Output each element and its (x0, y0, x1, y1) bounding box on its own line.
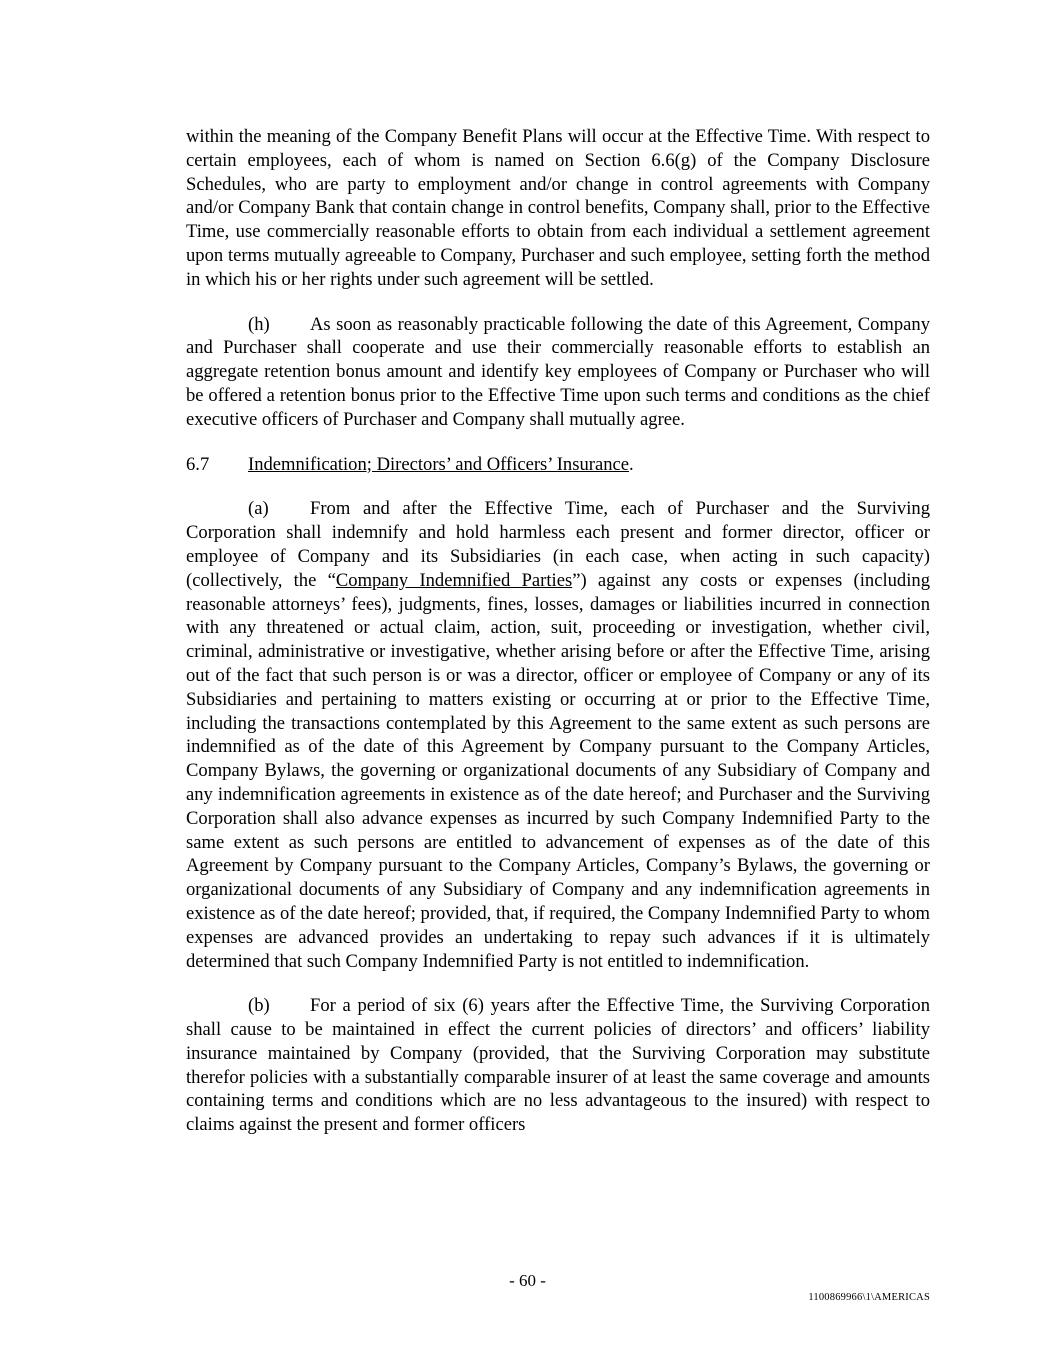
paragraph-continuation: within the meaning of the Company Benefit Plans will occur at the Effective Time. With respect to certain employees, each of whom is named on Section 6.6(g) of the Company Disclosure Schedules, who are party to employment and/or change in control agreements with Company and/or Company Bank that contain change in control benefits, Company shall, prior to the Effective Time, use commercially reasonable efforts to obtain from each individual a settlement agreement upon terms mutually agreeable to Company, Purchaser and such employee, setting forth the method in which his or her rights under such agreement will be settled. (186, 126, 930, 290)
defined-term: Company Indemnified Parties (335, 569, 573, 591)
paragraph-b (186, 994, 930, 1137)
paragraph-a-text-end: ”) against any costs or expenses (including reasonable attorneys’ fees), judgments, fines, losses, damages or liabilities incurred in connection with any threatened or actual claim, action, suit, proceeding or investigation, whether civil, criminal, administrative or investigative, whether arising before or after the Effective Time, arising out of the fact that such person is or was a director, officer or employee of Company or any of its Subsidiaries and pertaining to matters existing or occurring at or prior to the Effective Time, including the transactions contemplated by this Agreement to the same extent as such persons are indemnified as of the date of this Agreement by Company pursuant to the Company Articles, Company Bylaws, the governing or organizational documents of any Subsidiary of Company and any indemnification agreements in existence as of the date hereof; and Purchaser and the Surviving Corporation shall also advance expenses as incurred by such Company Indemnified Party to the same extent as such persons are entitled to advancement of expenses as of the date of this Agreement by Company pursuant to the Company Articles, Company’s Bylaws, the governing or organizational documents of any Subsidiary of Company and any indemnification agreements in existence as of the date hereof; provided, that, if required, the Company Indemnified Party to whom expenses are advanced provides an undertaking to repay such advances if it is ultimately determined that such Company Indemnified Party is not entitled to indemnification. (186, 569, 930, 972)
paragraph-a-text-start: From and after the Effective Time, each of Purchaser and the Surviving Corporation shall indemnify and hold harmless each present and former director, officer or employee of Company and its Subsidiaries (in each case, when acting in such capacity) (collectively, the “ (186, 498, 930, 591)
document-body (186, 125, 930, 1137)
paragraph-b-text: For a period of six (6) years after the Effective Time, the Surviving Corporation shall cause to be maintained in effect the current policies of directors’ and officers’ liability insurance maintained by Company (provided, that the Surviving Corporation may substitute therefor policies with a substantially comparable insurer of at least the same coverage and amounts containing terms and conditions which are no less advantageous to the insured) with respect to claims against the present and former officers (186, 995, 930, 1136)
section-heading (186, 453, 930, 477)
section-title-period: . (629, 453, 634, 475)
paragraph-h-marker: (h) (248, 313, 270, 335)
paragraph-b-marker: (b) (248, 995, 270, 1017)
document-id: 1100869966\1\AMERICAS (808, 1292, 930, 1303)
paragraph-h (186, 313, 930, 432)
paragraph-h-text: As soon as reasonably practicable following the date of this Agreement, Company and Purchaser shall cooperate and use their commercially reasonable efforts to establish an aggregate retention bonus amount and identify key employees of Company or Purchaser who will be offered a retention bonus prior to the Effective Time upon such terms and conditions as the chief executive officers of Purchaser and Company shall mutually agree. (186, 313, 930, 430)
paragraph-a-marker: (a) (248, 498, 269, 520)
paragraph-a (186, 497, 930, 973)
section-title: Indemnification; Directors’ and Officers’ Insurance (248, 453, 630, 475)
page-number: - 60 - (509, 1271, 546, 1290)
section-number: 6.7 (186, 453, 210, 475)
